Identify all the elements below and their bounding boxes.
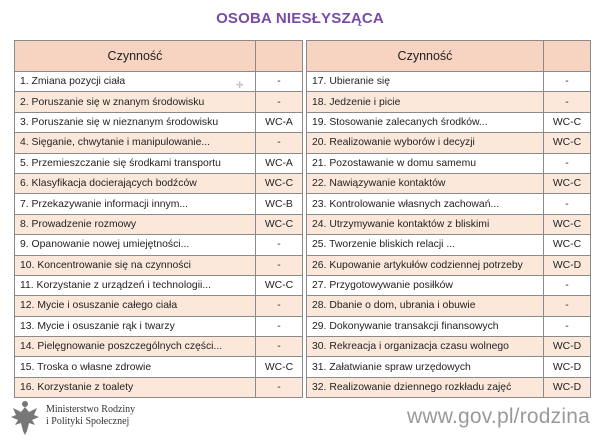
table-row bbox=[15, 377, 591, 397]
table-row bbox=[15, 316, 591, 336]
cell-code-left: - bbox=[256, 72, 303, 92]
cell-activity-left: 11. Korzystanie z urządzeń i technologii... bbox=[15, 275, 256, 295]
cell-activity-left: 3. Poruszanie się w nieznanym środowisku bbox=[15, 112, 256, 132]
cell-activity-left: 15. Troska o własne zdrowie bbox=[15, 357, 256, 377]
cell-code-right: WC-C bbox=[544, 133, 591, 153]
table-row bbox=[15, 337, 591, 357]
header-activity-left: Czynność bbox=[15, 41, 256, 72]
cell-activity-right: 21. Pozostawanie w domu samemu bbox=[307, 153, 544, 173]
table-header-row bbox=[15, 41, 591, 72]
cell-code-left: WC-C bbox=[256, 357, 303, 377]
cell-code-right: - bbox=[544, 275, 591, 295]
cell-code-right: WC-D bbox=[544, 255, 591, 275]
cell-code-left: - bbox=[256, 296, 303, 316]
cell-activity-left: 14. Pielęgnowanie poszczególnych części... bbox=[15, 337, 256, 357]
cell-code-right: - bbox=[544, 153, 591, 173]
cell-activity-left: 12. Mycie i osuszanie całego ciała bbox=[15, 296, 256, 316]
cell-code-left: WC-C bbox=[256, 173, 303, 193]
cell-code-left: - bbox=[256, 316, 303, 336]
cell-activity-right: 17. Ubieranie się bbox=[307, 72, 544, 92]
cell-code-right: WC-C bbox=[544, 214, 591, 234]
cell-code-right: - bbox=[544, 194, 591, 214]
cell-code-right: WC-C bbox=[544, 112, 591, 132]
ministry-name-line1: Ministerstwo Rodziny bbox=[46, 404, 136, 415]
cell-activity-right: 28. Dbanie o dom, ubrania i obuwie bbox=[307, 296, 544, 316]
cell-activity-left: 16. Korzystanie z toalety bbox=[15, 377, 256, 397]
header-code-left bbox=[256, 41, 303, 72]
cell-code-right: WC-C bbox=[544, 173, 591, 193]
table-row bbox=[15, 173, 591, 193]
cell-code-right: - bbox=[544, 296, 591, 316]
site-url[interactable]: www.gov.pl/rodzina bbox=[407, 405, 590, 428]
table-row bbox=[15, 296, 591, 316]
cursor-icon: ✛ bbox=[236, 80, 244, 90]
cell-activity-right: 26. Kupowanie artykułów codziennej potrzeby bbox=[307, 255, 544, 275]
cell-code-right: - bbox=[544, 92, 591, 112]
cell-activity-left: 7. Przekazywanie informacji innym... bbox=[15, 194, 256, 214]
ministry-name-line2: i Polityki Społecznej bbox=[46, 416, 130, 427]
table-row bbox=[15, 112, 591, 132]
eagle-emblem-icon bbox=[8, 398, 42, 438]
cell-activity-right: 23. Kontrolowanie własnych zachowań... bbox=[307, 194, 544, 214]
cell-code-right: WC-D bbox=[544, 337, 591, 357]
table-row bbox=[15, 194, 591, 214]
cell-code-left: - bbox=[256, 133, 303, 153]
cell-activity-right: 20. Realizowanie wyborów i decyzji bbox=[307, 133, 544, 153]
table-row bbox=[15, 235, 591, 255]
cell-activity-right: 24. Utrzymywanie kontaktów z bliskimi bbox=[307, 214, 544, 234]
cell-code-left: - bbox=[256, 235, 303, 255]
ministry-name bbox=[46, 404, 135, 428]
cell-code-left: WC-A bbox=[256, 153, 303, 173]
cell-code-left: - bbox=[256, 377, 303, 397]
cell-activity-right: 22. Nawiązywanie kontaktów bbox=[307, 173, 544, 193]
cell-activity-left: 10. Koncentrowanie się na czynności bbox=[15, 255, 256, 275]
cell-activity-right: 27. Przygotowywanie posiłków bbox=[307, 275, 544, 295]
cell-activity-right: 18. Jedzenie i picie bbox=[307, 92, 544, 112]
cell-activity-left: 4. Sięganie, chwytanie i manipulowanie... bbox=[15, 133, 256, 153]
cell-activity-right: 29. Dokonywanie transakcji finansowych bbox=[307, 316, 544, 336]
cell-code-left: WC-B bbox=[256, 194, 303, 214]
cell-activity-right: 32. Realizowanie dziennego rozkładu zajęć bbox=[307, 377, 544, 397]
cell-activity-right: 30. Rekreacja i organizacja czasu wolnego bbox=[307, 337, 544, 357]
cell-code-right: WC-C bbox=[544, 235, 591, 255]
page-title: OSOBA NIESŁYSZĄCA bbox=[216, 10, 384, 27]
cell-code-right: - bbox=[544, 72, 591, 92]
cell-code-left: - bbox=[256, 255, 303, 275]
cell-code-left: - bbox=[256, 337, 303, 357]
table-row bbox=[15, 72, 591, 92]
cell-activity-left: 2. Poruszanie się w znanym środowisku bbox=[15, 92, 256, 112]
cell-activity-left: 6. Klasyfikacja docierających bodźców bbox=[15, 173, 256, 193]
table-row bbox=[15, 275, 591, 295]
cell-activity-left: 5. Przemieszczanie się środkami transportu bbox=[15, 153, 256, 173]
table-row bbox=[15, 133, 591, 153]
cell-activity-left: 8. Prowadzenie rozmowy bbox=[15, 214, 256, 234]
table-row bbox=[15, 153, 591, 173]
activity-table bbox=[14, 40, 591, 398]
cell-activity-right: 19. Stosowanie zalecanych środków... bbox=[307, 112, 544, 132]
cell-code-right: WC-D bbox=[544, 357, 591, 377]
cell-code-left: WC-C bbox=[256, 275, 303, 295]
table-row bbox=[15, 357, 591, 377]
table-row bbox=[15, 214, 591, 234]
cell-activity-left: 13. Mycie i osuszanie rąk i twarzy bbox=[15, 316, 256, 336]
header-activity-right: Czynność bbox=[307, 41, 544, 72]
cell-code-right: - bbox=[544, 316, 591, 336]
cell-code-left: WC-C bbox=[256, 214, 303, 234]
cell-code-left: - bbox=[256, 92, 303, 112]
cell-code-right: WC-D bbox=[544, 377, 591, 397]
header-code-right bbox=[544, 41, 591, 72]
cell-activity-right: 25. Tworzenie bliskich relacji ... bbox=[307, 235, 544, 255]
cell-code-left: WC-A bbox=[256, 112, 303, 132]
cell-activity-left: 1. Zmiana pozycji ciała bbox=[15, 72, 256, 92]
cell-activity-left: 9. Opanowanie nowej umiejętności... bbox=[15, 235, 256, 255]
table-row bbox=[15, 92, 591, 112]
table-row bbox=[15, 255, 591, 275]
cell-activity-right: 31. Załatwianie spraw urzędowych bbox=[307, 357, 544, 377]
